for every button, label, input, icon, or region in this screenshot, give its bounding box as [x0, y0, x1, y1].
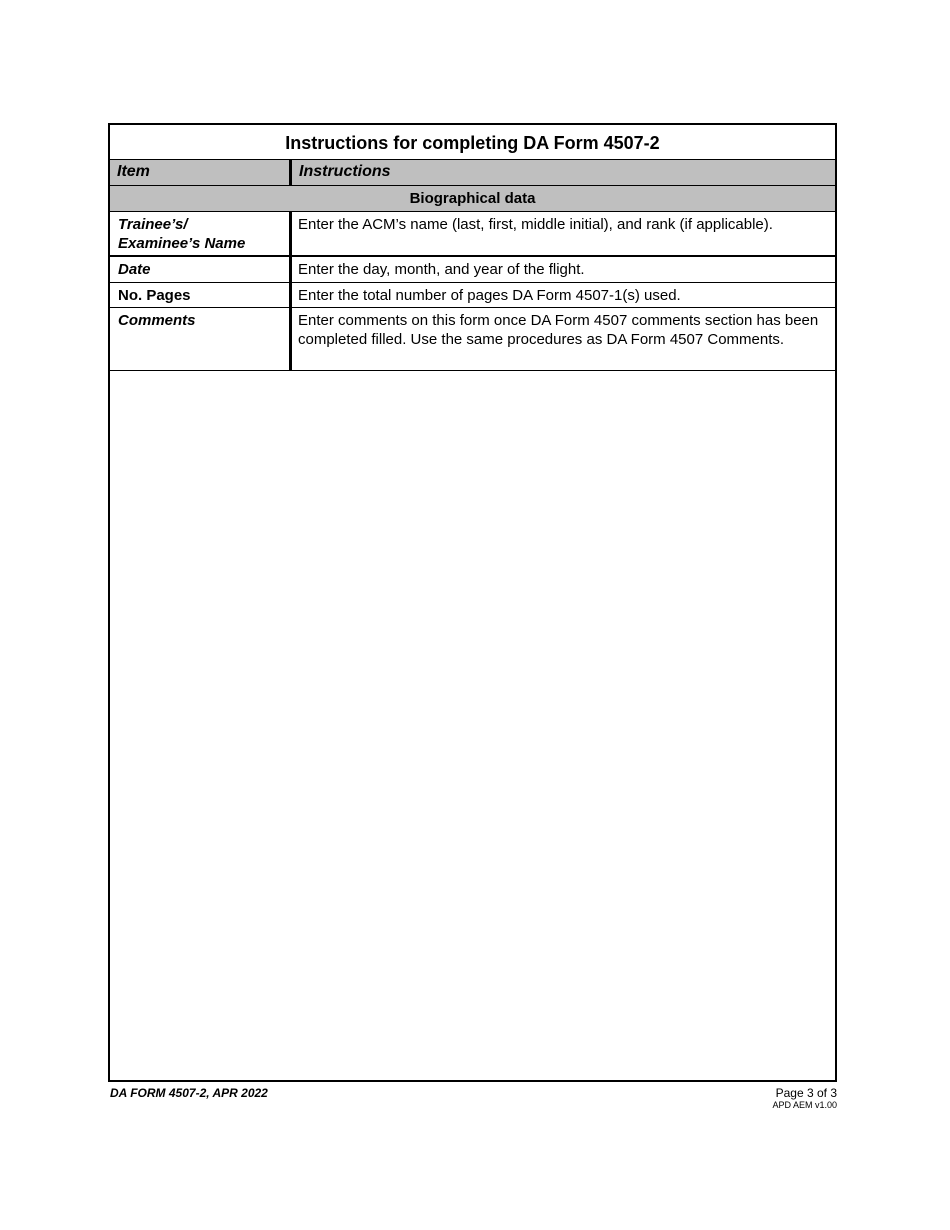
table-row-no-pages: [110, 283, 835, 308]
column-header-row: [110, 160, 835, 186]
page-number: Page 3 of 3: [775, 1086, 837, 1100]
item-label-line: Examinee’s Name: [118, 235, 246, 252]
form-id-label: DA FORM 4507-2, APR 2022: [110, 1086, 268, 1100]
instruction-text: Enter the total number of pages DA Form 4507-1(s) used.: [298, 287, 681, 304]
instructions-column-header: Instructions: [299, 163, 391, 180]
page-info: [772, 1086, 837, 1111]
section-header-biographical: Biographical data: [110, 186, 835, 212]
item-label-trainee-name: [110, 212, 292, 255]
item-column-header: Item: [110, 160, 292, 185]
instructions-form: [108, 123, 837, 1082]
item-label-date: Date: [110, 257, 292, 282]
table-row-comments: [110, 308, 835, 371]
item-label-line: Trainee’s/: [118, 216, 188, 233]
item-label-no-pages: No. Pages: [110, 283, 292, 307]
table-row-date: [110, 257, 835, 283]
instruction-text: Enter the ACM’s name (last, first, middle initial), and rank (if applicable).: [298, 216, 773, 233]
item-label-comments: Comments: [110, 308, 292, 370]
table-row-trainee-name: [110, 212, 835, 257]
instruction-text: Enter the day, month, and year of the flight.: [298, 261, 585, 278]
instruction-text: Enter comments on this form once DA Form 4507 comments section has been completed filled. Use the same procedures as DA Form 4507 Comments.: [298, 312, 819, 348]
form-title: Instructions for completing DA Form 4507-2: [110, 125, 835, 160]
version-label: APD AEM v1.00: [772, 1100, 837, 1110]
